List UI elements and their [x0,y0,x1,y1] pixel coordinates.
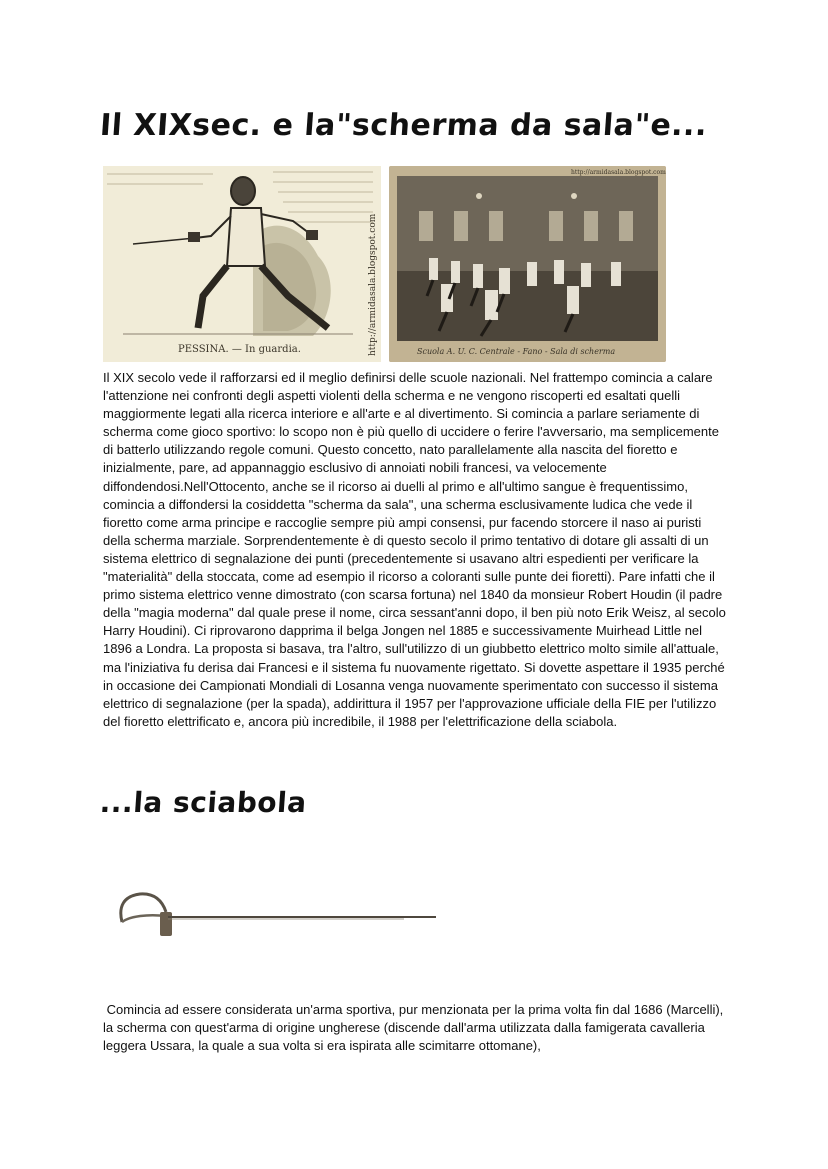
paragraph-sabre: Comincia ad essere considerata un'arma sportiva, pur menzionata per la prima volta fin dal 1686 (Marcelli), la scherma con quest'arma di origine ungherese (discende dall'arma utilizzata dalla famigerata cavalleria leggera Ussara, la quale a sua volta si era ispirata alle scimitarre ottomane), [103,1002,727,1054]
fencer-engraving-image [103,166,381,362]
sabre-image [104,886,444,946]
image-caption-pessina: PESSINA. — In guardia. [178,344,301,355]
photo-watermark: http://armidasala.blogspot.com [571,169,666,176]
paragraph-xix-century: Il XIX secolo vede il rafforzarsi ed il meglio definirsi delle scuole nazionali. Nel frattempo comincia a calare l'attenzione nei confronti degli aspetti violenti della scherma e ne vengono riscoperti ed esaltati quelli maggiormente legati alla ricerca interiore e all'arte e al divertimento. Si comincia a parlare seriamente di scherma come gioco sportivo: lo scopo non è più quello di uccidere o ferire l'avversario, ma semplicemente di batterlo utilizzando regole comuni. Questo concetto, nato parallelamente alla nascita del fioretto e inizialmente, pare, ad appannaggio esclusivo di annoiati nobili francesi, va velocemente diffondendosi.Nell'Ottocento, anche se il ricorso ai duelli al primo e all'ultimo sangue è frequentissimo, comincia a diffondersi la cosiddetta "scherma da sala", una scherma esclusivamente ludica che vede il fioretto come arma principe e raccoglie sempre più ampi consensi, pur facendo storcere il naso ai puristi della scherma marziale. Sorprendentemente è di questo secolo il primo tentativo di dotare gli assalti di un sistema elettrico di segnalazione dei punti (precedentemente si usavano altri espedienti per verificare la "materialità" della stoccata, come ad esempio il ricorso a coloranti sulle punte dei fioretti). Pare infatti che il primo sistema elettrico venne dimostrato (con scarsa fortuna) nel 1840 da monsieur Robert Houdin (il padre della "magia moderna" dal quale prese il nome, circa sessant'anni dopo, il ben più noto Erik Weisz, al secolo Harry Houdini). Ci riprovarono dapprima il belga Jongen nel 1885 e successivamente Muirhead Little nel 1896 a Londra. La proposta si basava, tra l'altro, sull'utilizzo di un giubbetto elettrico molto simile all'attuale, ma l'iniziativa fu derisa dai Francesi e il sistema fu nuovamente rigettato. Si dovette aspettare il 1935 perché in occasione dei Campionati Mondiali di Losanna venga nuovamente sperimentato con successo il sistema elettrico di segnalazione (per la spada), addirittura il 1957 per l'approvazione ufficiale della FIE per l'utilizzo del fioretto elettrificato e, ancora più incredibile, il 1988 per l'elettrificazione della sciabola. [103,370,726,729]
fencing-hall-photo [389,166,666,362]
section-heading-sciabola: ...la sciabola [98,786,308,819]
blog-watermark: http://armidasala.blogspot.com [368,213,378,356]
image-caption-scuola: Scuola A. U. C. Centrale - Fano - Sala di scherma [417,347,616,356]
section-heading-scherma-da-sala: Il XIXsec. e la"scherma da sala"e... [98,108,709,143]
